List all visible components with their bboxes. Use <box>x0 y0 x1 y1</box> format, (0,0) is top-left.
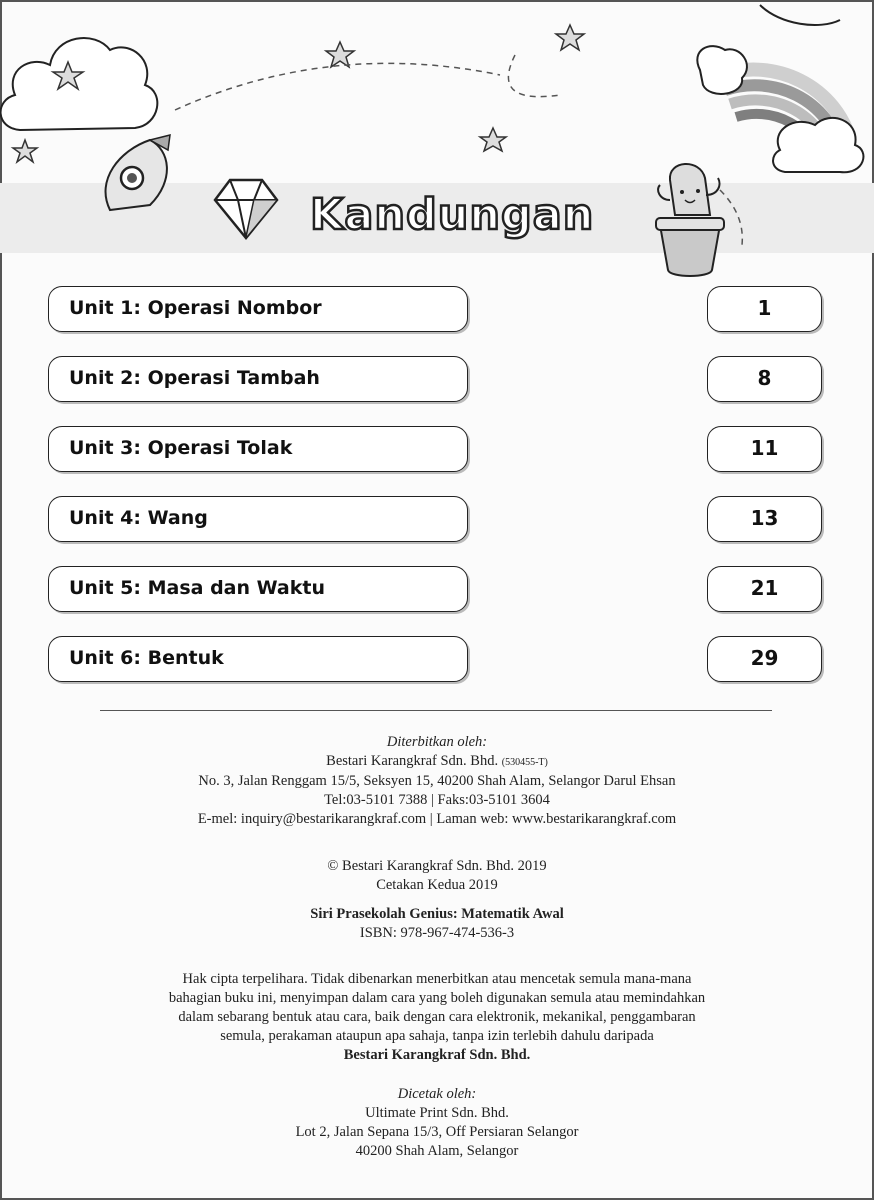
cactus-icon <box>656 164 724 276</box>
toc-page-number[interactable]: 8 <box>707 356 822 402</box>
star-icon <box>556 25 584 50</box>
star-icon <box>13 140 37 162</box>
copyright-block <box>60 857 814 895</box>
toc-unit-label[interactable]: Unit 2: Operasi Tambah <box>48 356 468 402</box>
printer-address: Lot 2, Jalan Sepana 15/3, Off Persiaran Selangor <box>295 1124 579 1140</box>
rights-line: bahagian buku ini, menyimpan dalam cara yang boleh digunakan semula atau memindahkan <box>168 990 706 1006</box>
star-icon <box>326 42 354 67</box>
toc-unit-label[interactable]: Unit 6: Bentuk <box>48 636 468 682</box>
publisher-email-web: E-mel: inquiry@bestarikarangkraf.com | Laman web: www.bestarikarangkraf.com <box>197 811 677 827</box>
rights-block <box>60 970 814 1065</box>
toc-unit-label[interactable]: Unit 4: Wang <box>48 496 468 542</box>
divider <box>100 710 772 711</box>
rights-line: dalam sebarang bentuk atau cara, baik dengan cara elektronik, mekanikal, penggambaran <box>178 1009 696 1025</box>
printer-name: Ultimate Print Sdn. Bhd. <box>365 1105 509 1121</box>
rainbow-icon <box>697 46 863 172</box>
toc-page-number[interactable]: 21 <box>707 566 822 612</box>
toc-row[interactable] <box>48 566 822 614</box>
toc-page-number[interactable]: 13 <box>707 496 822 542</box>
series-block <box>60 905 814 943</box>
toc-page-number[interactable]: 29 <box>707 636 822 682</box>
publisher-block <box>60 733 814 829</box>
publisher-address: No. 3, Jalan Renggam 15/5, Seksyen 15, 40200 Shah Alam, Selangor Darul Ehsan <box>198 773 676 789</box>
rights-holder: Bestari Karangkraf Sdn. Bhd. <box>343 1047 531 1063</box>
printing-edition: Cetakan Kedua 2019 <box>376 877 498 893</box>
publisher-name-line <box>60 752 814 772</box>
toc-row[interactable] <box>48 636 822 684</box>
toc-unit-label[interactable]: Unit 5: Masa dan Waktu <box>48 566 468 612</box>
printer-block <box>60 1085 814 1161</box>
toc-row[interactable] <box>48 426 822 474</box>
star-icon <box>480 128 506 151</box>
publisher-phone-fax: Tel:03-5101 7388 | Faks:03-5101 3604 <box>324 792 550 808</box>
toc-unit-label[interactable]: Unit 3: Operasi Tolak <box>48 426 468 472</box>
diamond-icon <box>215 180 277 238</box>
publisher-name: Bestari Karangkraf Sdn. Bhd. <box>326 753 499 769</box>
toc-row[interactable] <box>48 286 822 334</box>
isbn: ISBN: 978-967-474-536-3 <box>359 925 515 941</box>
printer-heading: Dicetak oleh: <box>397 1086 477 1102</box>
toc-row[interactable] <box>48 496 822 544</box>
copyright-line: © Bestari Karangkraf Sdn. Bhd. 2019 <box>327 858 547 874</box>
series-title: Siri Prasekolah Genius: Matematik Awal <box>310 906 564 922</box>
cloud-icon <box>1 38 158 130</box>
toc-page-number[interactable]: 11 <box>707 426 822 472</box>
toc-page-number[interactable]: 1 <box>707 286 822 332</box>
toc-unit-label[interactable]: Unit 1: Operasi Nombor <box>48 286 468 332</box>
rocket-icon <box>106 135 170 210</box>
toc-row[interactable] <box>48 356 822 404</box>
publisher-reg-no: (530455-T) <box>501 757 548 768</box>
rights-line: semula, perakaman ataupun apa sahaja, tanpa izin terlebih dahulu daripada <box>220 1028 654 1044</box>
publisher-heading: Diterbitkan oleh: <box>386 734 488 750</box>
header-illustration <box>0 0 874 290</box>
rights-line: Hak cipta terpelihara. Tidak dibenarkan menerbitkan atau mencetak semula mana-mana <box>182 971 692 987</box>
page-title: Kandungan <box>310 190 595 240</box>
printer-address: 40200 Shah Alam, Selangor <box>355 1143 519 1159</box>
